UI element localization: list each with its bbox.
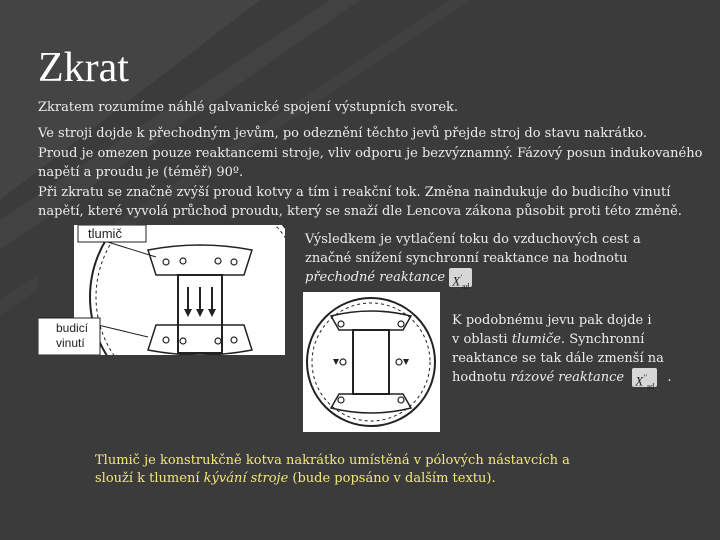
subtransient-reactance-symbol	[632, 368, 657, 391]
intro-text: Zkratem rozumíme náhlé galvanické spojení výstupních svorek.	[38, 100, 459, 115]
right-text-line: reaktance se tak dále zmenší na	[452, 351, 664, 366]
text-period: .	[667, 370, 672, 385]
damper-label: tlumič	[88, 226, 122, 241]
field-winding-label-line: budicí	[56, 321, 89, 335]
symbol-sub: ad	[461, 281, 470, 291]
damper-note	[95, 452, 570, 488]
paragraph-line: Při zkratu se značně zvýší proud kotvy a tím i reakční tok. Změna naindukuje do budicího vinutí	[38, 184, 671, 200]
transient-reactance-symbol	[449, 268, 472, 291]
text-fragment: v oblasti	[452, 332, 512, 347]
paragraph-line: napětí a proudu je (téměř) 90º.	[38, 165, 244, 180]
text-fragment: (bude popsáno v dalším textu).	[288, 471, 496, 486]
paragraph-line: Proud je omezen pouze reaktancemi stroje, vliv odporu je bezvýznamný. Fázový posun indukovaného	[38, 145, 703, 161]
right-text-line: značné snížení synchronní reaktance na hodnotu	[305, 251, 628, 266]
symbol-sup: ''	[643, 373, 647, 382]
symbol-x: X	[452, 273, 461, 289]
right-text-line	[452, 330, 671, 349]
right-text-2	[452, 311, 672, 391]
field-winding-label	[56, 321, 88, 351]
right-text-line: Výsledkem je vytlačení toku do vzduchových cest a	[305, 232, 641, 247]
machine-figure-2	[303, 292, 440, 432]
damper-note-line: Tlumič je konstrukčně kotva nakrátko umístěná v pólových nástavcích a	[95, 453, 570, 468]
right-text-line	[305, 268, 641, 291]
right-text-line	[452, 368, 672, 391]
symbol-x: X	[635, 373, 644, 389]
machine-figure-1	[38, 225, 285, 355]
right-text-line: K podobnému jevu pak dojde i	[452, 313, 652, 328]
field-winding-label-line: vinutí	[56, 336, 85, 350]
text-fragment: hodnotu	[452, 370, 511, 385]
damper-note-line	[95, 470, 570, 488]
text-fragment: Synchronní	[565, 332, 645, 347]
machine-diagram-2	[303, 292, 440, 432]
transient-reactance-label: přechodné reaktance	[305, 270, 446, 285]
symbol-sub: ad	[646, 381, 655, 391]
subtransient-reactance-label: rázové reaktance	[510, 370, 625, 385]
main-paragraph	[38, 124, 718, 222]
paragraph-line: Ve stroji dojde k přechodným jevům, po odeznění těchto jevů přejde stroj do stavu nakrátko.	[38, 126, 647, 141]
text-fragment: slouží k tlumení	[95, 471, 204, 486]
oscillation-emphasis: kývání stroje	[203, 471, 289, 486]
symbol-sup: '	[460, 273, 462, 282]
paragraph-line: napětí, které vyvolá průchod proudu, který se snaží dle Lencova zákona působit proti této změně.	[38, 204, 682, 219]
slide-title: Zkrat	[38, 45, 129, 91]
damper-emphasis: tlumiče.	[511, 332, 566, 347]
right-text-1	[305, 230, 641, 291]
